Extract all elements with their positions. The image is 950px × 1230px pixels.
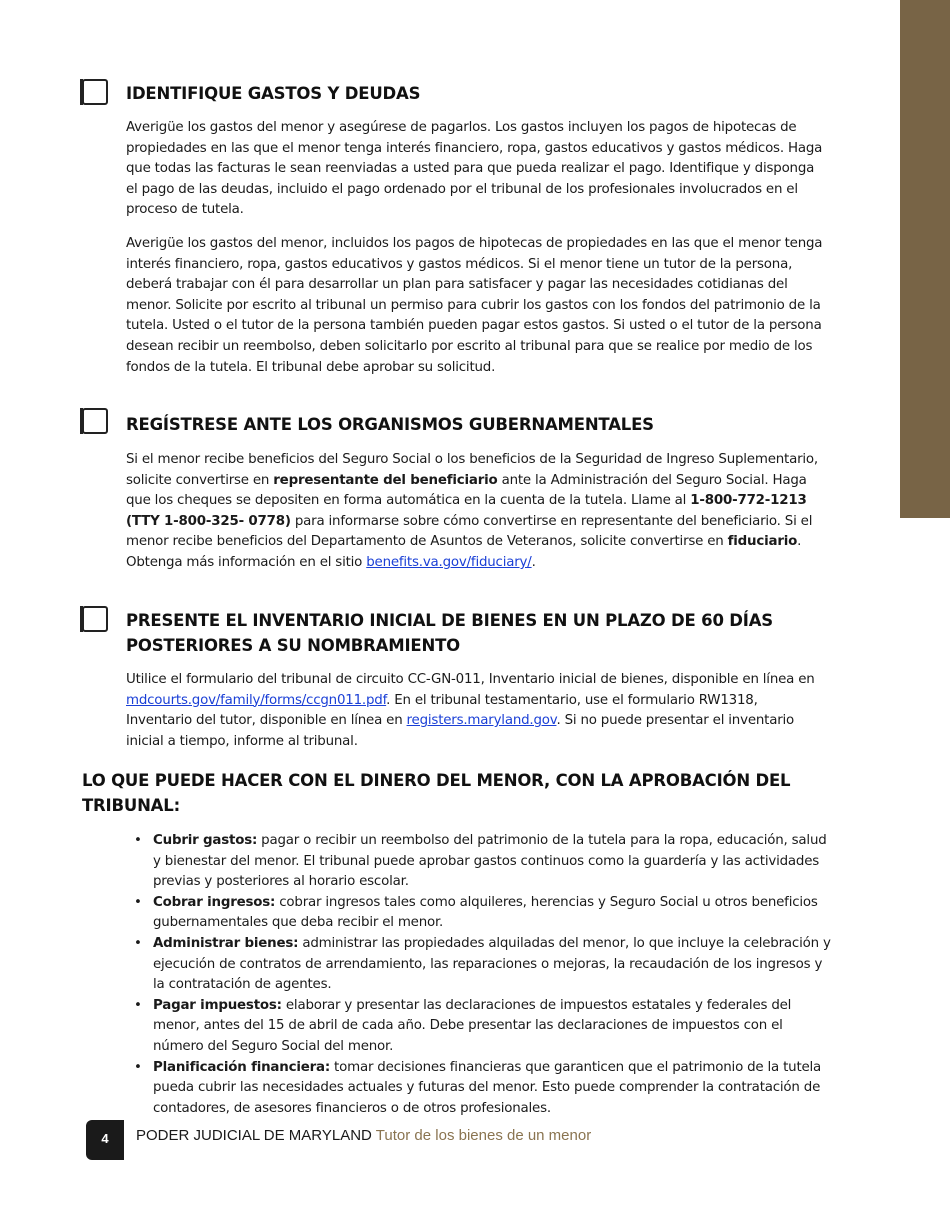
page-footer [86,1120,706,1160]
bullet-icon: • [134,894,142,910]
checklist-checkbox[interactable] [82,79,108,105]
registers-maryland-link[interactable]: registers.maryland.gov [406,713,557,729]
money-uses-list [132,831,832,1119]
bullet-icon: • [134,997,142,1013]
section-title: PRESENTE EL INVENTARIO INICIAL DE BIENES EN UN PLAZO DE 60 DÍAS POSTERIORES A SU NOMBRAMIENTO [126,611,773,655]
list-item: • Pagar impuestos: elaborar y presentar las declaraciones de impuestos estatales y federales del menor, antes del 15 de abril de cada año. Debe presentar las declaraciones de impuestos con el número del Seguro Social del menor. [134,997,792,1054]
section-title: REGÍSTRESE ANTE LOS ORGANISMOS GUBERNAMENTALES [126,415,654,434]
list-item: • Cobrar ingresos: cobrar ingresos tales como alquileres, herencias y Seguro Social u otros beneficios gubernamentales que deba recibir el menor. [134,894,818,931]
bullet-icon: • [134,935,142,951]
list-item: • Planificación financiera: tomar decisiones financieras que garanticen que el patrimonio de la tutela pueda cubrir las necesidades actuales y futuras del menor. Esto puede comprender la contratación de contadores, de asesores financieros o de otros profesionales. [134,1059,822,1116]
side-tab-accent [900,0,950,518]
section-paragraph: Averigüe los gastos del menor y asegúrese de pagarlos. Los gastos incluyen los pagos de hipotecas de propiedades en las que el menor tenga interés financiero, ropa, gastos educativos y gastos médicos. Haga que todas las facturas le sean reenviadas a usted para que pueda realizar el pago. Identifique y disponga el pago de las deudas, incluido el pago ordenado por el tribunal de los profesionales involucrados en el proceso de tutela. [126,120,823,218]
money-uses-heading: LO QUE PUEDE HACER CON EL DINERO DEL MENOR, CON LA APROBACIÓN DEL TRIBUNAL: [82,771,791,815]
bullet-icon: • [134,833,142,848]
footer-org: PODER JUDICIAL DE MARYLAND [136,1127,372,1144]
checklist-checkbox[interactable] [82,606,108,632]
list-item: • Cubrir gastos: pagar o recibir un reembolso del patrimonio de la tutela para la ropa, educación, salud y bienestar del menor. El tribunal puede aprobar gastos continuos como la guardería y las actividades previas y posteriores al horario escolar. [134,833,827,890]
footer-subtitle: Tutor de los bienes de un menor [375,1127,592,1144]
section-title: IDENTIFIQUE GASTOS Y DEUDAS [126,84,421,103]
section-paragraph: Utilice el formulario del tribunal de circuito CC-GN-011, Inventario inicial de bienes, disponible en línea en mdcourts.gov/family/forms/ccgn011.pdf. En el tribunal testamentario, use el formulario RW1318, Inventario del tutor, disponible en línea en registers.maryland.gov. Si no puede presentar el inventario inicial a tiempo, informe al tribunal. [126,672,815,749]
checklist-checkbox[interactable] [82,408,108,434]
section-paragraph: Si el menor recibe beneficios del Seguro Social o los beneficios de la Seguridad de Ingreso Suplementario, solicite convertirse en representante del beneficiario ante la Administración del Seguro Social. Haga que los cheques se depositen en forma automática en la cuenta de la tutela. Llame al 1-800-772-1213 (TTY 1-800-325- 0778) para informarse sobre cómo convertirse en representante del beneficiario. Si el menor recibe beneficios del Departamento de Asuntos de Veteranos, solicite convertirse en fiduciario. Obtenga más información en el sitio benefits.va.gov/fiduciary/. [126,452,818,570]
footer-title [136,1127,591,1144]
list-item: • Administrar bienes: administrar las propiedades alquiladas del menor, lo que incluye la celebración y ejecución de contratos de arrendamiento, las reparaciones o mejoras, la recaudación de los ingresos y la contratación de agentes. [134,935,831,993]
mdcourts-form-link[interactable]: mdcourts.gov/family/forms/ccgn011.pdf [126,692,387,708]
benefits-va-link[interactable]: benefits.va.gov/fiduciary/ [366,554,532,570]
page-number: 4 [86,1120,124,1160]
section-paragraph: Averigüe los gastos del menor, incluidos los pagos de hipotecas de propiedades en las que el menor tenga interés financiero, ropa, gastos educativos y gastos médicos. Si el menor tiene un tutor de la persona, deberá trabajar con él para desarrollar un plan para satisfacer y pagar las necesidades cotidianas del menor. Solicite por escrito al tribunal un permiso para cubrir los gastos con los fondos del patrimonio de la tutela. Usted o el tutor de la persona también pueden pagar estos gastos. Si usted o el tutor de la persona desean recibir un reembolso, deben solicitarlo por escrito al tribunal para que se realice por medio de los fondos de la tutela. El tribunal debe aprobar su solicitud. [126,236,823,375]
bullet-icon: • [134,1059,142,1075]
